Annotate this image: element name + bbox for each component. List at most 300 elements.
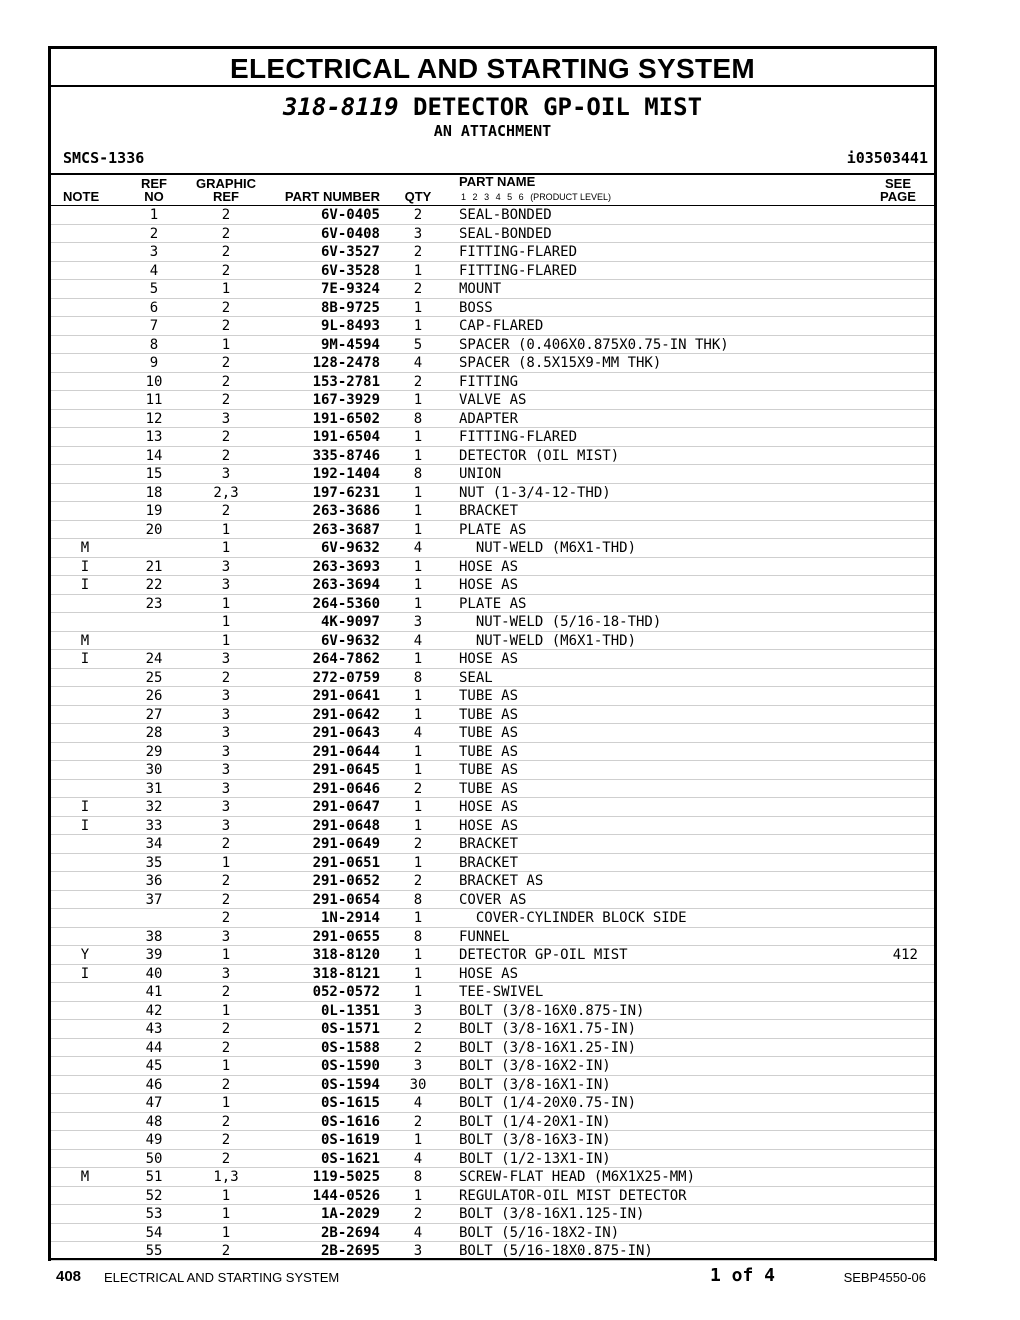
- row-part-number: 0S-1616: [320, 1113, 380, 1130]
- row-graphic-ref: 1: [221, 1224, 231, 1241]
- row-qty: 4: [413, 1150, 423, 1167]
- parts-list-frame: [48, 46, 937, 1261]
- row-qty: 1: [413, 558, 423, 575]
- row-graphic-ref: 2: [221, 1021, 231, 1037]
- column-header-ref-top: REF: [141, 176, 167, 191]
- row-part-number: 291-0641: [312, 688, 380, 704]
- table-row: [51, 761, 934, 780]
- row-graphic-ref: 1: [221, 947, 231, 963]
- row-part-name: TUBE AS: [459, 762, 519, 778]
- row-graphic-ref: 2: [221, 373, 231, 390]
- row-part-name: VALVE AS: [459, 392, 527, 408]
- row-qty: 4: [413, 1224, 423, 1241]
- row-part-name: TEE-SWIVEL: [459, 984, 544, 1000]
- row-ref-no: 47: [145, 1095, 163, 1111]
- table-row: [51, 336, 934, 355]
- row-qty: 1: [413, 595, 423, 612]
- row-part-number: 144-0526: [312, 1187, 380, 1204]
- row-qty: 1: [413, 1132, 423, 1148]
- row-ref-no: 52: [145, 1187, 163, 1204]
- table-row: [51, 484, 934, 503]
- row-part-name: BOLT (3/8-16X1.25-IN): [459, 1039, 637, 1056]
- row-ref-no: 13: [145, 429, 163, 445]
- row-qty: 5: [413, 336, 423, 353]
- row-qty: 1: [413, 799, 423, 815]
- row-qty: 2: [413, 244, 423, 260]
- row-part-number: 191-6502: [312, 410, 380, 427]
- table-row: [51, 391, 934, 410]
- row-graphic-ref: 1: [221, 614, 231, 630]
- row-graphic-ref: 2: [221, 207, 231, 223]
- group-title: [51, 93, 934, 121]
- row-ref-no: 26: [145, 688, 163, 704]
- row-part-name: SEAL: [459, 669, 493, 686]
- row-part-name: CAP-FLARED: [459, 318, 544, 334]
- row-note: I: [80, 577, 90, 593]
- table-row: [51, 1168, 934, 1187]
- column-header-part-name: PART NAME: [459, 174, 536, 189]
- row-part-number: 2B-2694: [320, 1224, 380, 1241]
- row-part-name: DETECTOR (OIL MIST): [459, 447, 620, 464]
- row-graphic-ref: 2: [221, 1243, 231, 1259]
- row-part-number: 263-3686: [312, 503, 380, 519]
- table-row: [51, 243, 934, 262]
- row-graphic-ref: 3: [221, 688, 231, 704]
- table-row: [51, 632, 934, 651]
- row-graphic-ref: 1: [221, 336, 231, 353]
- row-ref-no: 4: [149, 262, 159, 279]
- column-header-qty: QTY: [404, 189, 432, 204]
- row-part-name: BOLT (3/8-16X1-IN): [459, 1076, 611, 1093]
- row-qty: 30: [409, 1076, 427, 1093]
- row-part-name: FITTING-FLARED: [459, 262, 578, 279]
- row-qty: 2: [413, 1021, 423, 1037]
- row-part-name: BOLT (3/8-16X1.125-IN): [459, 1206, 645, 1222]
- row-part-number: 291-0642: [312, 706, 380, 723]
- row-ref-no: 33: [145, 817, 163, 834]
- row-graphic-ref: 2: [221, 910, 231, 926]
- row-qty: 1: [413, 318, 423, 334]
- row-ref-no: 18: [145, 484, 163, 501]
- row-graphic-ref: 2: [221, 1039, 231, 1056]
- product-level-2: 2: [472, 192, 478, 202]
- row-ref-no: 40: [145, 965, 163, 982]
- row-graphic-ref: 2: [221, 1150, 231, 1167]
- row-part-name: SCREW-FLAT HEAD (M6X1X25-MM): [459, 1169, 696, 1185]
- row-part-number: 1N-2914: [320, 910, 380, 926]
- row-part-number: 291-0645: [312, 762, 380, 778]
- product-level-legend: [461, 192, 611, 202]
- row-qty: 8: [413, 928, 423, 945]
- row-part-name: HOSE AS: [459, 965, 519, 982]
- row-part-number: 6V-9632: [320, 540, 380, 556]
- row-graphic-ref: 2: [221, 447, 231, 464]
- row-part-name: PLATE AS: [459, 595, 527, 612]
- row-graphic-ref: 2: [221, 669, 231, 686]
- table-row: [51, 299, 934, 318]
- row-ref-no: 30: [145, 762, 163, 778]
- row-part-name: HOSE AS: [459, 651, 519, 667]
- row-ref-no: 45: [145, 1058, 163, 1074]
- row-qty: 2: [413, 780, 423, 797]
- row-part-name: TUBE AS: [459, 780, 519, 797]
- table-row: [51, 354, 934, 373]
- row-part-number: 6V-9632: [320, 632, 380, 649]
- row-graphic-ref: 1: [221, 595, 231, 612]
- row-part-number: 2B-2695: [320, 1243, 380, 1259]
- row-part-name: UNION: [459, 466, 502, 482]
- column-header-see-top: SEE: [884, 176, 911, 191]
- row-part-name: HOSE AS: [459, 577, 519, 593]
- table-row: [51, 1205, 934, 1224]
- row-ref-no: 9: [149, 355, 159, 371]
- group-number: 318-8119: [282, 93, 399, 121]
- row-qty: 4: [413, 1095, 423, 1111]
- row-graphic-ref: 3: [221, 762, 231, 778]
- product-level-3: 3: [484, 192, 490, 202]
- table-row: [51, 1020, 934, 1039]
- table-row: [51, 613, 934, 632]
- row-graphic-ref: 3: [221, 558, 231, 575]
- row-qty: 8: [413, 410, 423, 427]
- row-graphic-ref: 3: [221, 799, 231, 815]
- row-part-number: 153-2781: [312, 373, 380, 390]
- row-part-number: 335-8746: [312, 447, 380, 464]
- row-qty: 1: [413, 965, 423, 982]
- section-title: ELECTRICAL AND STARTING SYSTEM: [51, 49, 934, 87]
- row-graphic-ref: 3: [221, 817, 231, 834]
- row-part-name: NUT-WELD (5/16-18-THD): [459, 614, 662, 630]
- row-part-number: 0S-1621: [320, 1150, 380, 1167]
- row-ref-no: 41: [145, 984, 163, 1000]
- row-part-number: 291-0643: [312, 725, 380, 741]
- table-row: [51, 410, 934, 429]
- table-row: [51, 706, 934, 725]
- row-ref-no: 10: [145, 373, 163, 390]
- row-part-name: NUT-WELD (M6X1-THD): [459, 632, 637, 649]
- product-level-1: 1: [461, 192, 467, 202]
- row-part-name: BOLT (1/4-20X0.75-IN): [459, 1095, 637, 1111]
- row-part-number: 318-8121: [312, 965, 380, 982]
- row-part-name: HOSE AS: [459, 558, 519, 575]
- row-part-name: BRACKET: [459, 503, 519, 519]
- table-row: [51, 1150, 934, 1169]
- row-ref-no: 27: [145, 706, 163, 723]
- row-part-number: 0S-1594: [320, 1076, 380, 1093]
- row-ref-no: 8: [149, 336, 159, 353]
- row-ref-no: 54: [145, 1224, 163, 1241]
- table-row: [51, 872, 934, 891]
- row-qty: 1: [413, 1187, 423, 1204]
- row-part-number: 9M-4594: [320, 336, 380, 353]
- row-qty: 1: [413, 577, 423, 593]
- row-graphic-ref: 2: [221, 392, 231, 408]
- row-qty: 1: [413, 706, 423, 723]
- row-graphic-ref: 1: [221, 632, 231, 649]
- row-part-number: 167-3929: [312, 392, 380, 408]
- row-part-name: BOLT (1/4-20X1-IN): [459, 1113, 611, 1130]
- row-part-number: 1A-2029: [320, 1206, 380, 1222]
- table-row: [51, 650, 934, 669]
- table-row: [51, 502, 934, 521]
- row-graphic-ref: 1: [221, 1058, 231, 1074]
- row-ref-no: 21: [145, 558, 163, 575]
- table-row: [51, 724, 934, 743]
- footer-document-number: SEBP4550-06: [843, 1270, 926, 1285]
- parts-table-body: [51, 206, 934, 1261]
- row-part-number: 8B-9725: [320, 299, 380, 316]
- row-ref-no: 28: [145, 725, 163, 741]
- document-id: i03503441: [846, 149, 928, 167]
- row-part-name: BOLT (5/16-18X2-IN): [459, 1224, 620, 1241]
- table-row: [51, 428, 934, 447]
- row-ref-no: 51: [145, 1169, 163, 1185]
- product-level-label: (PRODUCT LEVEL): [530, 192, 612, 202]
- row-graphic-ref: 3: [221, 466, 231, 482]
- row-graphic-ref: 3: [221, 743, 231, 760]
- row-graphic-ref: 3: [221, 651, 231, 667]
- row-qty: 1: [413, 910, 423, 926]
- row-part-name: COVER AS: [459, 891, 527, 908]
- row-graphic-ref: 1: [221, 1206, 231, 1222]
- row-graphic-ref: 1: [221, 1002, 231, 1019]
- row-part-number: 291-0648: [312, 817, 380, 834]
- row-graphic-ref: 1: [221, 1095, 231, 1111]
- row-ref-no: 32: [145, 799, 163, 815]
- row-graphic-ref: 1: [221, 1187, 231, 1204]
- table-row: [51, 928, 934, 947]
- row-part-number: 263-3694: [312, 577, 380, 593]
- row-graphic-ref: 2: [221, 355, 231, 371]
- row-qty: 1: [413, 743, 423, 760]
- row-qty: 1: [413, 392, 423, 408]
- table-row: [51, 465, 934, 484]
- row-note: I: [80, 799, 90, 815]
- row-part-name: MOUNT: [459, 281, 502, 297]
- row-graphic-ref: 2: [221, 1076, 231, 1093]
- row-part-number: 318-8120: [312, 947, 380, 963]
- table-row: [51, 1076, 934, 1095]
- row-graphic-ref: 2: [221, 891, 231, 908]
- row-part-number: 0S-1619: [320, 1132, 380, 1148]
- row-graphic-ref: 2,3: [213, 484, 239, 501]
- row-ref-no: 48: [145, 1113, 163, 1130]
- row-note: Y: [80, 947, 90, 963]
- row-part-number: 264-7862: [312, 651, 380, 667]
- row-qty: 2: [413, 873, 423, 889]
- row-ref-no: 6: [149, 299, 159, 316]
- table-row: [51, 1094, 934, 1113]
- row-part-name: BRACKET: [459, 854, 519, 871]
- footer-sheet-count: 1 of 4: [710, 1265, 776, 1286]
- row-ref-no: 44: [145, 1039, 163, 1056]
- column-header-part-number: PART NUMBER: [284, 189, 380, 204]
- row-graphic-ref: 3: [221, 410, 231, 427]
- table-row: [51, 595, 934, 614]
- row-qty: 3: [413, 1058, 423, 1074]
- row-graphic-ref: 1,3: [213, 1169, 239, 1185]
- row-part-number: 0S-1590: [320, 1058, 380, 1074]
- row-graphic-ref: 3: [221, 965, 231, 982]
- row-graphic-ref: 2: [221, 299, 231, 316]
- table-row: [51, 817, 934, 836]
- row-ref-no: 46: [145, 1076, 163, 1093]
- row-part-name: BOLT (3/8-16X1.75-IN): [459, 1021, 637, 1037]
- row-qty: 1: [413, 854, 423, 871]
- row-graphic-ref: 1: [221, 521, 231, 538]
- row-qty: 4: [413, 725, 423, 741]
- row-graphic-ref: 1: [221, 540, 231, 556]
- row-part-name: SPACER (0.406X0.875X0.75-IN THK): [459, 336, 729, 353]
- row-graphic-ref: 2: [221, 873, 231, 889]
- row-qty: 4: [413, 355, 423, 371]
- row-note: M: [80, 1169, 90, 1185]
- row-graphic-ref: 1: [221, 854, 231, 871]
- row-graphic-ref: 3: [221, 577, 231, 593]
- row-qty: 1: [413, 688, 423, 704]
- table-row: [51, 743, 934, 762]
- table-row: [51, 946, 934, 965]
- row-part-number: 9L-8493: [320, 318, 380, 334]
- row-part-name: HOSE AS: [459, 817, 519, 834]
- row-part-name: COVER-CYLINDER BLOCK SIDE: [459, 910, 687, 926]
- row-note: I: [80, 965, 90, 982]
- product-level-6: 6: [518, 192, 524, 202]
- row-part-name: TUBE AS: [459, 688, 519, 704]
- table-row: [51, 1187, 934, 1206]
- row-part-number: 6V-0405: [320, 207, 380, 223]
- row-qty: 2: [413, 207, 423, 223]
- row-part-number: 291-0649: [312, 836, 380, 852]
- row-qty: 3: [413, 1002, 423, 1019]
- row-graphic-ref: 2: [221, 1113, 231, 1130]
- footer-section-name: ELECTRICAL AND STARTING SYSTEM: [104, 1270, 340, 1285]
- row-qty: 1: [413, 521, 423, 538]
- row-part-number: 291-0652: [312, 873, 380, 889]
- row-part-name: DETECTOR GP-OIL MIST: [459, 947, 628, 963]
- row-part-number: 263-3693: [312, 558, 380, 575]
- row-graphic-ref: 1: [221, 281, 231, 297]
- row-ref-no: 29: [145, 743, 163, 760]
- row-ref-no: 43: [145, 1021, 163, 1037]
- row-part-number: 291-0655: [312, 928, 380, 945]
- row-ref-no: 2: [149, 225, 159, 242]
- row-qty: 1: [413, 817, 423, 834]
- row-note: I: [80, 817, 90, 834]
- row-qty: 1: [413, 984, 423, 1000]
- row-part-name: PLATE AS: [459, 521, 527, 538]
- row-part-name: TUBE AS: [459, 743, 519, 760]
- row-ref-no: 22: [145, 577, 163, 593]
- row-part-number: 119-5025: [312, 1169, 380, 1185]
- row-ref-no: 23: [145, 595, 163, 612]
- row-part-number: 6V-3528: [320, 262, 380, 279]
- table-row: [51, 558, 934, 577]
- table-row: [51, 983, 934, 1002]
- row-qty: 3: [413, 614, 423, 630]
- table-row: [51, 521, 934, 540]
- row-ref-no: 50: [145, 1150, 163, 1167]
- row-graphic-ref: 3: [221, 928, 231, 945]
- column-header-graphic-bottom: REF: [213, 189, 239, 204]
- row-qty: 4: [413, 632, 423, 649]
- row-part-name: TUBE AS: [459, 725, 519, 741]
- row-qty: 1: [413, 484, 423, 501]
- row-graphic-ref: 2: [221, 503, 231, 519]
- row-graphic-ref: 3: [221, 725, 231, 741]
- row-part-name: BOLT (3/8-16X3-IN): [459, 1132, 611, 1148]
- row-qty: 1: [413, 447, 423, 464]
- table-row: [51, 1057, 934, 1076]
- row-qty: 2: [413, 373, 423, 390]
- row-part-name: BOLT (5/16-18X0.875-IN): [459, 1243, 653, 1259]
- row-note: I: [80, 651, 90, 667]
- row-see-page: 412: [892, 947, 918, 963]
- table-row: [51, 206, 934, 225]
- column-header-ref-bottom: NO: [144, 189, 164, 204]
- row-ref-no: 37: [145, 891, 163, 908]
- row-part-name: TUBE AS: [459, 706, 519, 723]
- row-part-number: 052-0572: [312, 984, 380, 1000]
- row-graphic-ref: 2: [221, 836, 231, 852]
- row-note: I: [80, 558, 90, 575]
- row-part-name: FITTING-FLARED: [459, 429, 578, 445]
- row-qty: 3: [413, 1243, 423, 1259]
- column-header-graphic-top: GRAPHIC: [196, 176, 256, 191]
- row-graphic-ref: 2: [221, 984, 231, 1000]
- table-row: [51, 447, 934, 466]
- row-note: M: [80, 632, 90, 649]
- row-ref-no: 31: [145, 780, 163, 797]
- table-row: [51, 780, 934, 799]
- row-part-number: 6V-0408: [320, 225, 380, 242]
- row-part-number: 264-5360: [312, 595, 380, 612]
- smcs-code: SMCS-1336: [63, 149, 145, 167]
- row-ref-no: 20: [145, 521, 163, 538]
- row-graphic-ref: 2: [221, 262, 231, 279]
- row-part-name: BOLT (1/2-13X1-IN): [459, 1150, 611, 1167]
- row-ref-no: 5: [149, 281, 159, 297]
- row-qty: 8: [413, 1169, 423, 1185]
- row-part-number: 0S-1615: [320, 1095, 380, 1111]
- row-ref-no: 49: [145, 1132, 163, 1148]
- row-part-name: BOLT (3/8-16X0.875-IN): [459, 1002, 645, 1019]
- row-part-name: FITTING: [459, 373, 519, 390]
- product-level-5: 5: [507, 192, 513, 202]
- table-row: [51, 317, 934, 336]
- row-ref-no: 53: [145, 1206, 163, 1222]
- row-graphic-ref: 3: [221, 706, 231, 723]
- row-graphic-ref: 2: [221, 244, 231, 260]
- row-part-number: 6V-3527: [320, 244, 380, 260]
- row-part-name: REGULATOR-OIL MIST DETECTOR: [459, 1187, 687, 1204]
- row-part-number: 291-0646: [312, 780, 380, 797]
- row-part-name: NUT (1-3/4-12-THD): [459, 484, 611, 501]
- row-note: M: [80, 540, 90, 556]
- row-qty: 1: [413, 503, 423, 519]
- table-row: [51, 669, 934, 688]
- row-qty: 1: [413, 262, 423, 279]
- table-row: [51, 539, 934, 558]
- table-row: [51, 576, 934, 595]
- row-qty: 8: [413, 891, 423, 908]
- row-part-number: 197-6231: [312, 484, 380, 501]
- row-graphic-ref: 2: [221, 429, 231, 445]
- row-qty: 1: [413, 299, 423, 316]
- row-ref-no: 15: [145, 466, 163, 482]
- row-ref-no: 38: [145, 928, 163, 945]
- row-ref-no: 34: [145, 836, 163, 852]
